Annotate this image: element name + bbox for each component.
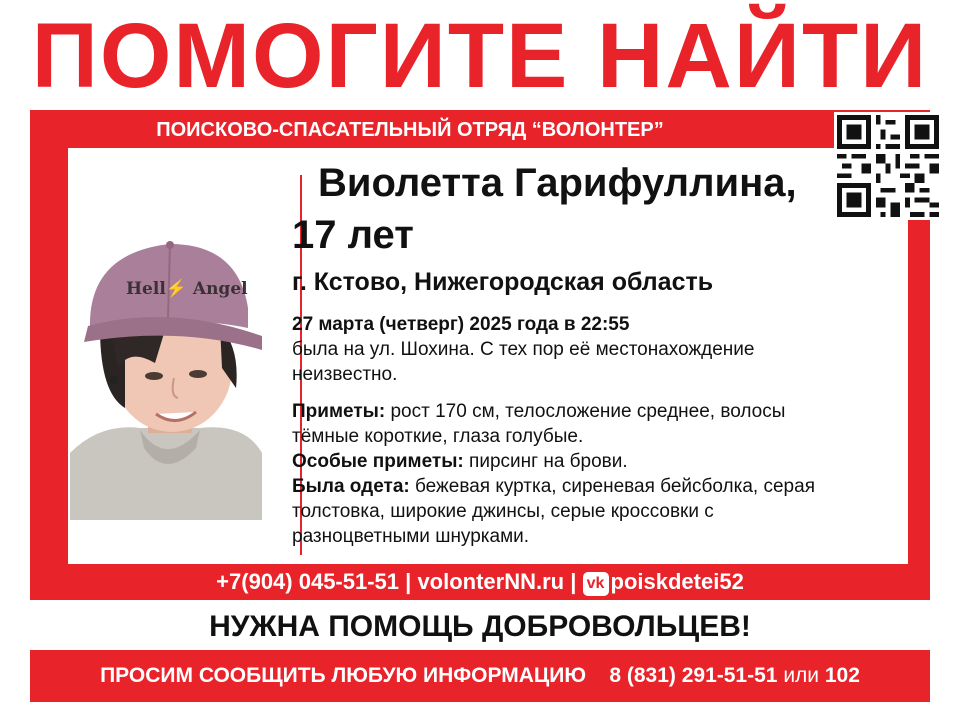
separator: | (405, 569, 412, 594)
special-signs-label: Особые приметы: (292, 451, 464, 472)
signs-text: рост 170 см, телосложение среднее, волосы тёмные короткие, глаза голубые. (292, 401, 786, 447)
contacts-line (30, 564, 930, 600)
qr-code[interactable] (834, 112, 942, 220)
person-name: Виолетта Гарифуллина, (318, 161, 797, 205)
clothes-text: бежевая куртка, сиреневая бейсболка, серая толстовка, широкие джинсы, серые кроссовки с разноцветными шнурками. (292, 476, 815, 547)
vk-link[interactable]: poiskdetei52 (610, 569, 744, 594)
special-signs-text: пирсинг на брови. (469, 451, 628, 472)
date-time: 27 марта (четверг) 2025 года в 22:55 (292, 314, 630, 335)
vk-icon: vk (583, 572, 609, 596)
website-link[interactable]: volonterNN.ru (417, 569, 565, 594)
footer-phone[interactable]: 8 (831) 291-51-51 (609, 664, 778, 687)
footer-short-phone[interactable]: 102 (824, 664, 860, 687)
organization-line: ПОИСКОВО-СПАСАТЕЛЬНЫЙ ОТРЯД “ВОЛОНТЕР” (156, 119, 664, 141)
contact-phone[interactable]: +7(904) 045-51-51 (216, 569, 400, 594)
signs-label: Приметы: (292, 401, 386, 422)
missing-person-photo (70, 218, 262, 520)
person-location: г. Кстово, Нижегородская область (292, 268, 714, 296)
headline: ПОМОГИТЕ НАЙТИ (31, 5, 929, 107)
footer-or: или (783, 664, 820, 687)
description (292, 312, 852, 549)
cap-print: Hell⚡ Angel (126, 279, 248, 299)
volunteers-call: НУЖНА ПОМОЩЬ ДОБРОВОЛЬЦЕВ! (209, 610, 751, 643)
footer-bar (30, 650, 930, 702)
footer-text: ПРОСИМ СООБЩИТЬ ЛЮБУЮ ИНФОРМАЦИЮ (100, 664, 586, 687)
person-age: 17 лет (292, 213, 414, 257)
separator: | (570, 569, 577, 594)
clothes-label: Была одета: (292, 476, 410, 497)
last-seen: была на ул. Шохина. С тех пор её местонахождение неизвестно. (292, 339, 755, 385)
